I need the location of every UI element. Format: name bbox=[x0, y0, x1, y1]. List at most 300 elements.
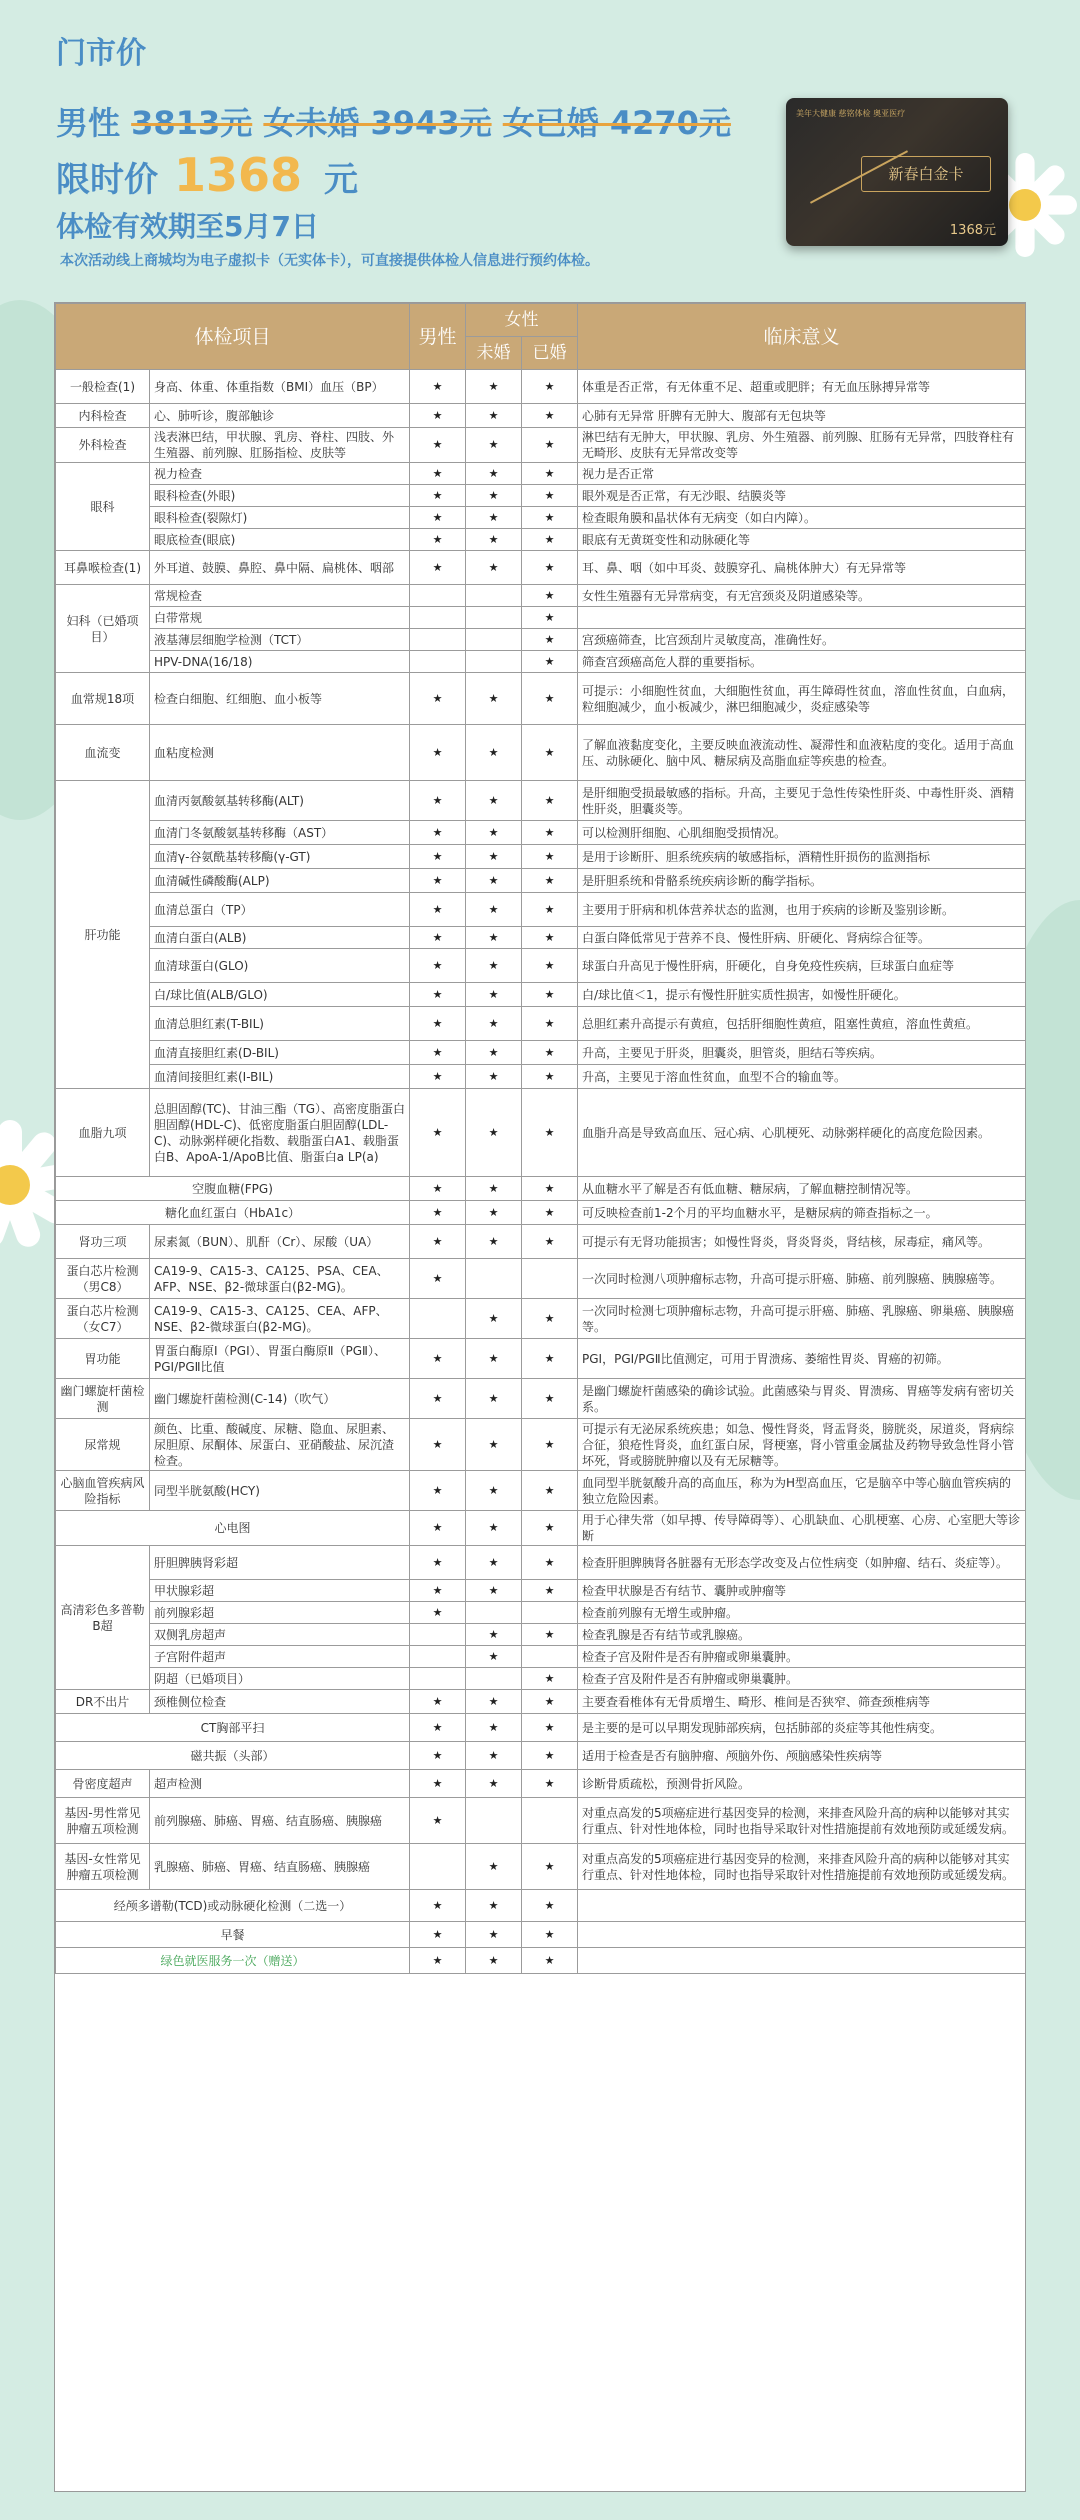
clinical-meaning-cell: 对重点高发的5项癌症进行基因变异的检测，来排查风险升高的病种以能够对其实行重点、针对性地体检，同时也指导采取针对性措施提前有效地预防或延缓发病。 bbox=[578, 1844, 1026, 1890]
male-mark-cell: ★ bbox=[410, 485, 466, 507]
item-cell: 颈椎侧位检查 bbox=[150, 1690, 410, 1714]
item-cell: 心、肺听诊，腹部触诊 bbox=[150, 404, 410, 428]
category-cell: 胃功能 bbox=[56, 1339, 150, 1379]
table-body bbox=[56, 370, 1026, 1974]
item-cell: 乳腺癌、肺癌、胃癌、结直肠癌、胰腺癌 bbox=[150, 1844, 410, 1890]
table-row bbox=[56, 1770, 1026, 1798]
header-meaning: 临床意义 bbox=[578, 304, 1026, 370]
table-row bbox=[56, 404, 1026, 428]
category-cell: 蛋白芯片检测（男C8） bbox=[56, 1259, 150, 1299]
table-row bbox=[56, 551, 1026, 585]
item-cell: 前列腺癌、肺癌、胃癌、结直肠癌、胰腺癌 bbox=[150, 1798, 410, 1844]
unmarried-mark-cell: ★ bbox=[466, 1379, 522, 1419]
married-mark-cell: ★ bbox=[522, 845, 578, 869]
unmarried-mark-cell: ★ bbox=[466, 1690, 522, 1714]
item-cell: 血清总蛋白（TP） bbox=[150, 893, 410, 927]
unmarried-mark-cell: ★ bbox=[466, 725, 522, 781]
male-mark-cell: ★ bbox=[410, 1948, 466, 1974]
table-row bbox=[56, 1602, 1026, 1624]
married-mark-cell: ★ bbox=[522, 1065, 578, 1089]
item-cell: 血清球蛋白(GLO) bbox=[150, 949, 410, 983]
male-mark-cell bbox=[410, 1646, 466, 1668]
category-cell: 空腹血糖(FPG) bbox=[56, 1177, 410, 1201]
category-cell: 早餐 bbox=[56, 1922, 410, 1948]
married-mark-cell bbox=[522, 1602, 578, 1624]
married-mark-cell: ★ bbox=[522, 927, 578, 949]
male-mark-cell: ★ bbox=[410, 1339, 466, 1379]
male-mark-cell: ★ bbox=[410, 845, 466, 869]
unmarried-mark-cell: ★ bbox=[466, 1546, 522, 1580]
table-row bbox=[56, 1546, 1026, 1580]
item-cell: 阴超（已婚项目） bbox=[150, 1668, 410, 1690]
table-row bbox=[56, 529, 1026, 551]
male-mark-cell: ★ bbox=[410, 1225, 466, 1259]
category-cell: 尿常规 bbox=[56, 1419, 150, 1471]
male-mark-cell: ★ bbox=[410, 927, 466, 949]
clinical-meaning-cell: 检查乳腺是否有结节或乳腺癌。 bbox=[578, 1624, 1026, 1646]
category-cell: 血流变 bbox=[56, 725, 150, 781]
male-mark-cell: ★ bbox=[410, 529, 466, 551]
category-cell: CT胸部平扫 bbox=[56, 1714, 410, 1742]
item-cell: 血粘度检测 bbox=[150, 725, 410, 781]
male-mark-cell: ★ bbox=[410, 1419, 466, 1471]
unmarried-mark-cell: ★ bbox=[466, 551, 522, 585]
married-mark-cell: ★ bbox=[522, 1580, 578, 1602]
category-cell: 眼科 bbox=[56, 463, 150, 551]
male-mark-cell: ★ bbox=[410, 725, 466, 781]
male-mark-cell: ★ bbox=[410, 1041, 466, 1065]
married-mark-cell: ★ bbox=[522, 428, 578, 463]
clinical-meaning-cell: 白/球比值＜1，提示有慢性肝脏实质性损害，如慢性肝硬化。 bbox=[578, 983, 1026, 1007]
unmarried-mark-cell: ★ bbox=[466, 1007, 522, 1041]
category-cell: 血脂九项 bbox=[56, 1089, 150, 1177]
item-cell: 尿素氮（BUN）、肌酐（Cr）、尿酸（UA） bbox=[150, 1225, 410, 1259]
unmarried-mark-cell: ★ bbox=[466, 781, 522, 821]
table-row bbox=[56, 1065, 1026, 1089]
married-mark-cell: ★ bbox=[522, 1299, 578, 1339]
item-cell: 眼科检查(裂隙灯) bbox=[150, 507, 410, 529]
male-mark-cell: ★ bbox=[410, 983, 466, 1007]
table-row bbox=[56, 1041, 1026, 1065]
male-mark-cell bbox=[410, 1299, 466, 1339]
married-mark-cell: ★ bbox=[522, 725, 578, 781]
category-cell: 妇科（已婚项目） bbox=[56, 585, 150, 673]
male-mark-cell: ★ bbox=[410, 1379, 466, 1419]
male-mark-cell: ★ bbox=[410, 1007, 466, 1041]
married-mark-cell bbox=[522, 1259, 578, 1299]
category-cell: 内科检查 bbox=[56, 404, 150, 428]
category-cell: 经颅多谱勒(TCD)或动脉硬化检测（二选一） bbox=[56, 1890, 410, 1922]
married-mark-cell: ★ bbox=[522, 1177, 578, 1201]
item-cell: 浅表淋巴结，甲状腺、乳房、脊柱、四肢、外生殖器、前列腺、肛肠指检、皮肤等 bbox=[150, 428, 410, 463]
promo-unit: 元 bbox=[324, 160, 359, 200]
item-cell: 前列腺彩超 bbox=[150, 1602, 410, 1624]
male-mark-cell: ★ bbox=[410, 1770, 466, 1798]
married-mark-cell: ★ bbox=[522, 983, 578, 1007]
clinical-meaning-cell: 了解血液黏度变化，主要反映血液流动性、凝滞性和血液粘度的变化。适用于高血压、动脉硬化、脑中风、糖尿病及高脂血症等疾患的检查。 bbox=[578, 725, 1026, 781]
category-cell: 基因-男性常见肿瘤五项检测 bbox=[56, 1798, 150, 1844]
married-mark-cell: ★ bbox=[522, 1742, 578, 1770]
table-row bbox=[56, 869, 1026, 893]
married-mark-cell: ★ bbox=[522, 1225, 578, 1259]
clinical-meaning-cell: 耳、鼻、咽（如中耳炎、鼓膜穿孔、扁桃体肿大）有无异常等 bbox=[578, 551, 1026, 585]
table-row bbox=[56, 1379, 1026, 1419]
table-row bbox=[56, 1580, 1026, 1602]
married-mark-cell: ★ bbox=[522, 673, 578, 725]
table-row bbox=[56, 1742, 1026, 1770]
category-cell: 基因-女性常见肿瘤五项检测 bbox=[56, 1844, 150, 1890]
male-mark-cell bbox=[410, 629, 466, 651]
table-row bbox=[56, 927, 1026, 949]
promo-label: 限时价 bbox=[56, 160, 158, 200]
unmarried-mark-cell: ★ bbox=[466, 1089, 522, 1177]
married-mark-cell: ★ bbox=[522, 1007, 578, 1041]
male-mark-cell bbox=[410, 607, 466, 629]
header-married: 已婚 bbox=[522, 337, 578, 370]
married-mark-cell: ★ bbox=[522, 1844, 578, 1890]
table-row bbox=[56, 428, 1026, 463]
clinical-meaning-cell: 白蛋白降低常见于营养不良、慢性肝病、肝硬化、肾病综合征等。 bbox=[578, 927, 1026, 949]
category-cell: 骨密度超声 bbox=[56, 1770, 150, 1798]
clinical-meaning-cell: 一次同时检测七项肿瘤标志物，升高可提示肝癌、肺癌、乳腺癌、卵巢癌、胰腺癌等。 bbox=[578, 1299, 1026, 1339]
married-mark-cell: ★ bbox=[522, 1511, 578, 1546]
male-mark-cell: ★ bbox=[410, 821, 466, 845]
unmarried-mark-cell bbox=[466, 585, 522, 607]
male-mark-cell bbox=[410, 1624, 466, 1646]
validity-text: 体检有效期至5月7日 bbox=[56, 210, 319, 243]
clinical-meaning-cell: 检查肝胆脾胰肾各脏器有无形态学改变及占位性病变（如肿瘤、结石、炎症等）。 bbox=[578, 1546, 1026, 1580]
unmarried-mark-cell: ★ bbox=[466, 1714, 522, 1742]
price-prefix: 男性 bbox=[56, 104, 121, 142]
male-mark-cell: ★ bbox=[410, 781, 466, 821]
category-cell: 糖化血红蛋白（HbA1c） bbox=[56, 1201, 410, 1225]
table-row bbox=[56, 1007, 1026, 1041]
category-cell: 绿色就医服务一次（赠送） bbox=[56, 1948, 410, 1974]
table-row bbox=[56, 1511, 1026, 1546]
item-cell: 双侧乳房超声 bbox=[150, 1624, 410, 1646]
male-mark-cell bbox=[410, 1668, 466, 1690]
clinical-meaning-cell: 可以检测肝细胞、心肌细胞受损情况。 bbox=[578, 821, 1026, 845]
item-cell: 白/球比值(ALB/GLO) bbox=[150, 983, 410, 1007]
male-mark-cell: ★ bbox=[410, 1798, 466, 1844]
unmarried-mark-cell: ★ bbox=[466, 1742, 522, 1770]
category-cell: 幽门螺旋杆菌检测 bbox=[56, 1379, 150, 1419]
unmarried-mark-cell: ★ bbox=[466, 1177, 522, 1201]
clinical-meaning-cell: 检查眼角膜和晶状体有无病变（如白内障）。 bbox=[578, 507, 1026, 529]
category-cell: 磁共振（头部） bbox=[56, 1742, 410, 1770]
unmarried-mark-cell: ★ bbox=[466, 1299, 522, 1339]
table-row bbox=[56, 1844, 1026, 1890]
original-price-line bbox=[56, 98, 731, 144]
married-mark-cell: ★ bbox=[522, 1624, 578, 1646]
price-female-married: 女已婚 4270元 bbox=[502, 104, 731, 142]
category-cell: 心脑血管疾病风险指标 bbox=[56, 1471, 150, 1511]
category-cell: 一般检查(1) bbox=[56, 370, 150, 404]
item-cell: 血清碱性磷酸酶(ALP) bbox=[150, 869, 410, 893]
married-mark-cell bbox=[522, 1646, 578, 1668]
married-mark-cell: ★ bbox=[522, 1690, 578, 1714]
category-cell: 高清彩色多普勒B超 bbox=[56, 1546, 150, 1690]
exam-table bbox=[55, 303, 1026, 1974]
male-mark-cell: ★ bbox=[410, 1089, 466, 1177]
table-row bbox=[56, 485, 1026, 507]
table-row bbox=[56, 949, 1026, 983]
table-row bbox=[56, 1890, 1026, 1922]
male-mark-cell: ★ bbox=[410, 1201, 466, 1225]
table-row bbox=[56, 673, 1026, 725]
unmarried-mark-cell: ★ bbox=[466, 370, 522, 404]
price-male: 3813元 bbox=[131, 104, 253, 142]
clinical-meaning-cell bbox=[578, 1890, 1026, 1922]
category-cell: 耳鼻喉检查(1) bbox=[56, 551, 150, 585]
table-row bbox=[56, 781, 1026, 821]
header-unmarried: 未婚 bbox=[466, 337, 522, 370]
clinical-meaning-cell bbox=[578, 607, 1026, 629]
male-mark-cell: ★ bbox=[410, 463, 466, 485]
unmarried-mark-cell: ★ bbox=[466, 463, 522, 485]
item-cell: CA19-9、CA15-3、CA125、PSA、CEA、AFP、NSE、β2-微球蛋白(β2-MG)。 bbox=[150, 1259, 410, 1299]
category-cell: 蛋白芯片检测（女C7） bbox=[56, 1299, 150, 1339]
male-mark-cell: ★ bbox=[410, 1471, 466, 1511]
table-row bbox=[56, 1089, 1026, 1177]
male-mark-cell: ★ bbox=[410, 1546, 466, 1580]
table-row bbox=[56, 629, 1026, 651]
married-mark-cell: ★ bbox=[522, 869, 578, 893]
male-mark-cell: ★ bbox=[410, 1890, 466, 1922]
card-brand: 美年大健康 慈铭体检 奥亚医疗 bbox=[796, 109, 906, 118]
male-mark-cell bbox=[410, 1844, 466, 1890]
item-cell: 肝胆脾胰肾彩超 bbox=[150, 1546, 410, 1580]
category-cell: 心电图 bbox=[56, 1511, 410, 1546]
male-mark-cell: ★ bbox=[410, 1177, 466, 1201]
clinical-meaning-cell: 检查前列腺有无增生或肿瘤。 bbox=[578, 1602, 1026, 1624]
table-row bbox=[56, 463, 1026, 485]
item-cell: 同型半胱氨酸(HCY) bbox=[150, 1471, 410, 1511]
promo-price bbox=[56, 148, 358, 202]
male-mark-cell bbox=[410, 651, 466, 673]
item-cell: 眼科检查(外眼) bbox=[150, 485, 410, 507]
table-row bbox=[56, 725, 1026, 781]
unmarried-mark-cell: ★ bbox=[466, 821, 522, 845]
table-row bbox=[56, 1299, 1026, 1339]
table-row bbox=[56, 1471, 1026, 1511]
male-mark-cell: ★ bbox=[410, 869, 466, 893]
item-cell: 身高、体重、体重指数（BMI）血压（BP） bbox=[150, 370, 410, 404]
married-mark-cell: ★ bbox=[522, 651, 578, 673]
married-mark-cell: ★ bbox=[522, 1948, 578, 1974]
married-mark-cell: ★ bbox=[522, 1379, 578, 1419]
male-mark-cell: ★ bbox=[410, 673, 466, 725]
married-mark-cell: ★ bbox=[522, 1922, 578, 1948]
married-mark-cell: ★ bbox=[522, 1041, 578, 1065]
unmarried-mark-cell bbox=[466, 1798, 522, 1844]
category-cell: 血常规18项 bbox=[56, 673, 150, 725]
clinical-meaning-cell: 血同型半胱氨酸升高的高血压，称为为H型高血压，它是脑卒中等心脑血管疾病的独立危险因素。 bbox=[578, 1471, 1026, 1511]
married-mark-cell: ★ bbox=[522, 551, 578, 585]
clinical-meaning-cell: 对重点高发的5项癌症进行基因变异的检测，来排查风险升高的病种以能够对其实行重点、针对性地体检，同时也指导采取针对性措施提前有效地预防或延缓发病。 bbox=[578, 1798, 1026, 1844]
table-row bbox=[56, 1668, 1026, 1690]
male-mark-cell: ★ bbox=[410, 1690, 466, 1714]
unmarried-mark-cell bbox=[466, 1602, 522, 1624]
clinical-meaning-cell: 检查甲状腺是否有结节、囊肿或肿瘤等 bbox=[578, 1580, 1026, 1602]
clinical-meaning-cell: 体重是否正常，有无体重不足、超重或肥胖；有无血压脉搏异常等 bbox=[578, 370, 1026, 404]
table-row bbox=[56, 1225, 1026, 1259]
table-row bbox=[56, 370, 1026, 404]
membership-card-image bbox=[786, 98, 1008, 246]
clinical-meaning-cell: 检查子宫及附件是否有肿瘤或卵巢囊肿。 bbox=[578, 1668, 1026, 1690]
clinical-meaning-cell: 血脂升高是导致高血压、冠心病、心肌梗死、动脉粥样硬化的高度危险因素。 bbox=[578, 1089, 1026, 1177]
male-mark-cell: ★ bbox=[410, 949, 466, 983]
table-row bbox=[56, 821, 1026, 845]
table-row bbox=[56, 651, 1026, 673]
unmarried-mark-cell: ★ bbox=[466, 1041, 522, 1065]
male-mark-cell: ★ bbox=[410, 1511, 466, 1546]
married-mark-cell: ★ bbox=[522, 1668, 578, 1690]
married-mark-cell: ★ bbox=[522, 1201, 578, 1225]
unmarried-mark-cell: ★ bbox=[466, 983, 522, 1007]
clinical-meaning-cell: 可提示有无泌尿系统疾患；如急、慢性肾炎，肾盂肾炎，膀胱炎，尿道炎，肾病综合征，狼疮性肾炎，血红蛋白尿，肾梗塞，肾小管重金属盐及药物导致急性肾小管坏死，肾或膀胱肿瘤以及有无尿糖等。 bbox=[578, 1419, 1026, 1471]
clinical-meaning-cell: 升高，主要见于肝炎，胆囊炎，胆管炎，胆结石等疾病。 bbox=[578, 1041, 1026, 1065]
clinical-meaning-cell: 总胆红素升高提示有黄疸，包括肝细胞性黄疸，阻塞性黄疸，溶血性黄疸。 bbox=[578, 1007, 1026, 1041]
unmarried-mark-cell bbox=[466, 629, 522, 651]
item-cell: 甲状腺彩超 bbox=[150, 1580, 410, 1602]
clinical-meaning-cell: 是幽门螺旋杆菌感染的确诊试验。此菌感染与胃炎、胃溃疡、胃癌等发病有密切关系。 bbox=[578, 1379, 1026, 1419]
unmarried-mark-cell bbox=[466, 1259, 522, 1299]
clinical-meaning-cell: 筛查宫颈癌高危人群的重要指标。 bbox=[578, 651, 1026, 673]
unmarried-mark-cell: ★ bbox=[466, 507, 522, 529]
married-mark-cell: ★ bbox=[522, 607, 578, 629]
item-cell: 检查白细胞、红细胞、血小板等 bbox=[150, 673, 410, 725]
clinical-meaning-cell: 是肝胆系统和骨骼系统疾病诊断的酶学指标。 bbox=[578, 869, 1026, 893]
card-name: 新春白金卡 bbox=[861, 156, 991, 192]
unmarried-mark-cell: ★ bbox=[466, 1580, 522, 1602]
unmarried-mark-cell: ★ bbox=[466, 428, 522, 463]
unmarried-mark-cell: ★ bbox=[466, 1922, 522, 1948]
clinical-meaning-cell: PGⅠ，PGⅠ/PGⅡ比值测定，可用于胃溃疡、萎缩性胃炎、胃癌的初筛。 bbox=[578, 1339, 1026, 1379]
unmarried-mark-cell: ★ bbox=[466, 1844, 522, 1890]
male-mark-cell: ★ bbox=[410, 507, 466, 529]
table-row bbox=[56, 1646, 1026, 1668]
unmarried-mark-cell: ★ bbox=[466, 949, 522, 983]
clinical-meaning-cell: 适用于检查是否有脑肿瘤、颅脑外伤、颅脑感染性疾病等 bbox=[578, 1742, 1026, 1770]
married-mark-cell: ★ bbox=[522, 463, 578, 485]
married-mark-cell: ★ bbox=[522, 629, 578, 651]
item-cell: HPV-DNA(16/18) bbox=[150, 651, 410, 673]
male-mark-cell: ★ bbox=[410, 1065, 466, 1089]
married-mark-cell: ★ bbox=[522, 507, 578, 529]
male-mark-cell bbox=[410, 585, 466, 607]
item-cell: 视力检查 bbox=[150, 463, 410, 485]
married-mark-cell: ★ bbox=[522, 1546, 578, 1580]
clinical-meaning-cell: 从血糖水平了解是否有低血糖、糖尿病，了解血糖控制情况等。 bbox=[578, 1177, 1026, 1201]
clinical-meaning-cell: 可提示有无肾功能损害；如慢性肾炎，肾炎肾炎，肾结核，尿毒症，痛风等。 bbox=[578, 1225, 1026, 1259]
promo-value: 1368 bbox=[174, 148, 303, 202]
unmarried-mark-cell: ★ bbox=[466, 869, 522, 893]
unmarried-mark-cell bbox=[466, 651, 522, 673]
married-mark-cell: ★ bbox=[522, 404, 578, 428]
clinical-meaning-cell: 眼外观是否正常，有无沙眼、结膜炎等 bbox=[578, 485, 1026, 507]
clinical-meaning-cell: 宫颈癌筛查，比宫颈刮片灵敏度高，准确性好。 bbox=[578, 629, 1026, 651]
married-mark-cell: ★ bbox=[522, 949, 578, 983]
item-cell: 血清总胆红素(T-BIL) bbox=[150, 1007, 410, 1041]
unmarried-mark-cell bbox=[466, 1668, 522, 1690]
clinical-meaning-cell: 检查子宫及附件是否有肿瘤或卵巢囊肿。 bbox=[578, 1646, 1026, 1668]
table-row bbox=[56, 1714, 1026, 1742]
clinical-meaning-cell: 眼底有无黄斑变性和动脉硬化等 bbox=[578, 529, 1026, 551]
item-cell: 颜色、比重、酸碱度、尿糖、隐血、尿胆素、尿胆原、尿酮体、尿蛋白、亚硝酸盐、尿沉渣检查。 bbox=[150, 1419, 410, 1471]
clinical-meaning-cell: 一次同时检测八项肿瘤标志物，升高可提示肝癌、肺癌、前列腺癌、胰腺癌等。 bbox=[578, 1259, 1026, 1299]
card-price: 1368元 bbox=[949, 223, 996, 238]
clinical-meaning-cell: 用于心律失常（如早搏、传导障碍等）、心肌缺血、心肌梗塞、心房、心室肥大等诊断 bbox=[578, 1511, 1026, 1546]
married-mark-cell: ★ bbox=[522, 1419, 578, 1471]
category-cell: DR不出片 bbox=[56, 1690, 150, 1714]
married-mark-cell: ★ bbox=[522, 585, 578, 607]
married-mark-cell: ★ bbox=[522, 1089, 578, 1177]
table-row bbox=[56, 893, 1026, 927]
clinical-meaning-cell: 视力是否正常 bbox=[578, 463, 1026, 485]
male-mark-cell: ★ bbox=[410, 404, 466, 428]
clinical-meaning-cell: 心肺有无异常 肝脾有无肿大、腹部有无包块等 bbox=[578, 404, 1026, 428]
married-mark-cell: ★ bbox=[522, 893, 578, 927]
clinical-meaning-cell: 诊断骨质疏松，预测骨折风险。 bbox=[578, 1770, 1026, 1798]
unmarried-mark-cell: ★ bbox=[466, 927, 522, 949]
clinical-meaning-cell: 球蛋白升高见于慢性肝病，肝硬化，自身免疫性疾病，巨球蛋白血症等 bbox=[578, 949, 1026, 983]
item-cell: 常规检查 bbox=[150, 585, 410, 607]
notice-text: 本次活动线上商城均为电子虚拟卡（无实体卡），可直接提供体检人信息进行预约体检。 bbox=[60, 253, 599, 269]
clinical-meaning-cell: 是主要的是可以早期发现肺部疾病，包括肺部的炎症等其他性病变。 bbox=[578, 1714, 1026, 1742]
male-mark-cell: ★ bbox=[410, 428, 466, 463]
clinical-meaning-cell bbox=[578, 1922, 1026, 1948]
table-row bbox=[56, 607, 1026, 629]
category-cell: 外科检查 bbox=[56, 428, 150, 463]
table-row bbox=[56, 1259, 1026, 1299]
clinical-meaning-cell: 女性生殖器有无异常病变，有无宫颈炎及阴道感染等。 bbox=[578, 585, 1026, 607]
unmarried-mark-cell: ★ bbox=[466, 845, 522, 869]
male-mark-cell: ★ bbox=[410, 1580, 466, 1602]
item-cell: 幽门螺旋杆菌检测(C-14)（吹气） bbox=[150, 1379, 410, 1419]
unmarried-mark-cell: ★ bbox=[466, 1646, 522, 1668]
clinical-meaning-cell: 升高，主要见于溶血性贫血，血型不合的输血等。 bbox=[578, 1065, 1026, 1089]
table-row bbox=[56, 1798, 1026, 1844]
clinical-meaning-cell: 主要用于肝病和机体营养状态的监测，也用于疾病的诊断及鉴别诊断。 bbox=[578, 893, 1026, 927]
clinical-meaning-cell bbox=[578, 1948, 1026, 1974]
married-mark-cell: ★ bbox=[522, 485, 578, 507]
table-row bbox=[56, 1339, 1026, 1379]
item-cell: 眼底检查(眼底) bbox=[150, 529, 410, 551]
item-cell: 血清丙氨酸氨基转移酶(ALT) bbox=[150, 781, 410, 821]
married-mark-cell: ★ bbox=[522, 1714, 578, 1742]
married-mark-cell: ★ bbox=[522, 1890, 578, 1922]
male-mark-cell: ★ bbox=[410, 1602, 466, 1624]
table-row bbox=[56, 1201, 1026, 1225]
table-row bbox=[56, 1922, 1026, 1948]
married-mark-cell: ★ bbox=[522, 1770, 578, 1798]
married-mark-cell: ★ bbox=[522, 1471, 578, 1511]
clinical-meaning-cell: 淋巴结有无肿大，甲状腺、乳房、外生殖器、前列腺、肛肠有无异常，四肢脊柱有无畸形、皮肤有无异常改变等 bbox=[578, 428, 1026, 463]
unmarried-mark-cell: ★ bbox=[466, 1471, 522, 1511]
table-row bbox=[56, 507, 1026, 529]
item-cell: 血清门冬氨酸氨基转移酶（AST） bbox=[150, 821, 410, 845]
price-female-unmarried: 女未婚 3943元 bbox=[263, 104, 492, 142]
clinical-meaning-cell: 可提示：小细胞性贫血，大细胞性贫血，再生障碍性贫血，溶血性贫血，白血病，粒细胞减少，血小板减少，淋巴细胞减少，炎症感染等 bbox=[578, 673, 1026, 725]
item-cell: 血清白蛋白(ALB) bbox=[150, 927, 410, 949]
married-mark-cell: ★ bbox=[522, 1339, 578, 1379]
unmarried-mark-cell: ★ bbox=[466, 1948, 522, 1974]
unmarried-mark-cell: ★ bbox=[466, 1339, 522, 1379]
item-cell: 白带常规 bbox=[150, 607, 410, 629]
married-mark-cell bbox=[522, 1798, 578, 1844]
item-cell: 子宫附件超声 bbox=[150, 1646, 410, 1668]
